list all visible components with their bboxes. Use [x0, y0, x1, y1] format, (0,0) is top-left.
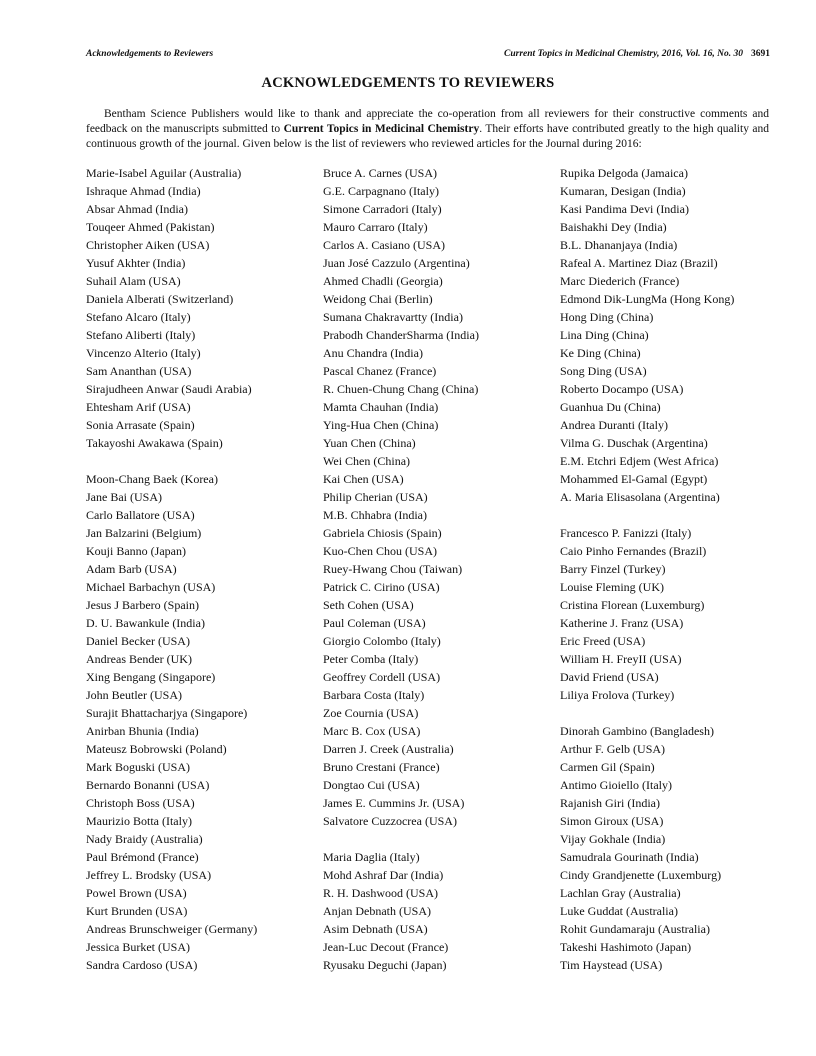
reviewer-name: Barbara Costa (Italy): [323, 688, 425, 702]
reviewer-name: Andrea Duranti (Italy): [560, 418, 668, 432]
reviewer-name: Kumaran, Desigan (India): [560, 184, 686, 198]
header-year: , 2016,: [656, 49, 686, 59]
reviewer-name: Bruce A. Carnes (USA): [323, 166, 437, 180]
reviewer-name: James E. Cummins Jr. (USA): [323, 796, 465, 810]
reviewer-name: B.L. Dhananjaya (India): [560, 238, 678, 252]
reviewer-name: Marc B. Cox (USA): [323, 724, 421, 738]
reviewer-column-2: [323, 164, 558, 974]
reviewer-name: Caio Pinho Fernandes (Brazil): [560, 544, 707, 558]
reviewer-name: Katherine J. Franz (USA): [560, 616, 684, 630]
reviewer-name: Patrick C. Cirino (USA): [323, 580, 440, 594]
reviewer-name: Paul Brémond (France): [86, 850, 199, 864]
reviewer-name: Rafeal A. Martinez Diaz (Brazil): [560, 256, 718, 270]
reviewer-name: Touqeer Ahmed (Pakistan): [86, 220, 215, 234]
reviewer-column-1: [86, 164, 321, 974]
reviewer-name: Antimo Gioiello (Italy): [560, 778, 672, 792]
reviewer-name: Cristina Florean (Luxemburg): [560, 598, 705, 612]
reviewer-name: Stefano Aliberti (Italy): [86, 328, 196, 342]
reviewer-name: Jesus J Barbero (Spain): [86, 598, 199, 612]
reviewer-name: Kouji Banno (Japan): [86, 544, 186, 558]
reviewer-name: Ke Ding (China): [560, 346, 641, 360]
reviewer-name: Bruno Crestani (France): [323, 760, 440, 774]
header-page-number: 3691: [751, 49, 770, 59]
reviewer-name: Baishakhi Dey (India): [560, 220, 667, 234]
reviewer-name: Maurizio Botta (Italy): [86, 814, 192, 828]
reviewer-name: Asim Debnath (USA): [323, 922, 428, 936]
reviewer-name: Cindy Grandjenette (Luxemburg): [560, 868, 722, 882]
reviewer-name: Francesco P. Fanizzi (Italy): [560, 526, 692, 540]
reviewer-name: Kuo-Chen Chou (USA): [323, 544, 437, 558]
reviewer-name: R. H. Dashwood (USA): [323, 886, 438, 900]
reviewer-name: Lina Ding (China): [560, 328, 649, 342]
reviewer-name: Juan José Cazzulo (Argentina): [323, 256, 470, 270]
header-journal-citation: [504, 49, 770, 59]
reviewer-name: Anirban Bhunia (India): [86, 724, 199, 738]
reviewer-name: Stefano Alcaro (Italy): [86, 310, 191, 324]
reviewer-name: Jane Bai (USA): [86, 490, 162, 504]
reviewer-name: Lachlan Gray (Australia): [560, 886, 681, 900]
reviewer-name: M.B. Chhabra (India): [323, 508, 427, 522]
reviewer-name: Xing Bengang (Singapore): [86, 670, 216, 684]
header-volume: Vol. 16, No. 30: [685, 49, 743, 59]
list-spacer: [86, 452, 321, 470]
reviewer-name: Powel Brown (USA): [86, 886, 187, 900]
reviewer-name: Edmond Dik-LungMa (Hong Kong): [560, 292, 735, 306]
reviewer-name: Andreas Brunschweiger (Germany): [86, 922, 258, 936]
reviewer-name: Jan Balzarini (Belgium): [86, 526, 202, 540]
reviewer-name: Roberto Docampo (USA): [560, 382, 684, 396]
intro-text-2: . Their efforts have contributed greatly to the high quality and continuous growth of the journal. Given below is the list of reviewers who reviewed articles for the Journal during 2016:: [86, 123, 769, 150]
reviewer-name: Marie-Isabel Aguilar (Australia): [86, 166, 242, 180]
reviewer-name: Carmen Gil (Spain): [560, 760, 655, 774]
intro-paragraph: [86, 107, 769, 152]
reviewer-name: Pascal Chanez (France): [323, 364, 437, 378]
reviewer-name: Moon-Chang Baek (Korea): [86, 472, 218, 486]
reviewer-name: Dongtao Cui (USA): [323, 778, 420, 792]
reviewer-name: Andreas Bender (UK): [86, 652, 192, 666]
reviewer-name: Jessica Burket (USA): [86, 940, 190, 954]
reviewer-name: Barry Finzel (Turkey): [560, 562, 666, 576]
header-section-title: Acknowledgements to Reviewers: [86, 49, 214, 59]
reviewer-name: E.M. Etchri Edjem (West Africa): [560, 454, 719, 468]
reviewer-name: Rohit Gundamaraju (Australia): [560, 922, 710, 936]
reviewer-name: Guanhua Du (China): [560, 400, 661, 414]
reviewer-name: Kai Chen (USA): [323, 472, 404, 486]
reviewer-name: Takayoshi Awakawa (Spain): [86, 436, 223, 450]
reviewer-name: D. U. Bawankule (India): [86, 616, 205, 630]
reviewer-name: Anu Chandra (India): [323, 346, 423, 360]
reviewer-name: William H. FreyII (USA): [560, 652, 682, 666]
reviewer-name: Christoph Boss (USA): [86, 796, 195, 810]
reviewer-name: Marc Diederich (France): [560, 274, 680, 288]
reviewer-name: Anjan Debnath (USA): [323, 904, 431, 918]
reviewer-name: Liliya Frolova (Turkey): [560, 688, 675, 702]
reviewer-name: Prabodh ChanderSharma (India): [323, 328, 479, 342]
reviewer-name: Weidong Chai (Berlin): [323, 292, 433, 306]
reviewer-name: Arthur F. Gelb (USA): [560, 742, 666, 756]
reviewer-name: Yusuf Akhter (India): [86, 256, 186, 270]
reviewer-name: Christopher Aiken (USA): [86, 238, 210, 252]
reviewer-name: Surajit Bhattacharjya (Singapore): [86, 706, 248, 720]
reviewer-name: Dinorah Gambino (Bangladesh): [560, 724, 714, 738]
reviewer-name: Giorgio Colombo (Italy): [323, 634, 441, 648]
reviewer-name: Sonia Arrasate (Spain): [86, 418, 195, 432]
reviewer-name: Tim Haystead (USA): [560, 958, 663, 972]
reviewer-name: Michael Barbachyn (USA): [86, 580, 216, 594]
reviewer-name: Darren J. Creek (Australia): [323, 742, 454, 756]
running-header: [86, 49, 770, 63]
reviewer-name: Luke Guddat (Australia): [560, 904, 678, 918]
reviewer-name: Jeffrey L. Brodsky (USA): [86, 868, 212, 882]
reviewer-name: Nady Braidy (Australia): [86, 832, 203, 846]
intro-journal-name: Current Topics in Medicinal Chemistry: [283, 123, 480, 135]
reviewer-column-3: [560, 164, 795, 974]
reviewer-name: Ahmed Chadli (Georgia): [323, 274, 443, 288]
reviewer-name: David Friend (USA): [560, 670, 659, 684]
reviewer-name: Absar Ahmad (India): [86, 202, 188, 216]
reviewer-name: Vijay Gokhale (India): [560, 832, 666, 846]
reviewer-name: Jean-Luc Decout (France): [323, 940, 449, 954]
reviewer-name: Louise Fleming (UK): [560, 580, 664, 594]
reviewer-name: Simon Giroux (USA): [560, 814, 664, 828]
reviewer-name: Mohd Ashraf Dar (India): [323, 868, 444, 882]
reviewer-name: Gabriela Chiosis (Spain): [323, 526, 442, 540]
reviewer-name: Mauro Carraro (Italy): [323, 220, 428, 234]
reviewer-name: Philip Cherian (USA): [323, 490, 428, 504]
reviewer-name: Kasi Pandima Devi (India): [560, 202, 689, 216]
reviewer-name: Paul Coleman (USA): [323, 616, 426, 630]
reviewer-name: Sirajudheen Anwar (Saudi Arabia): [86, 382, 252, 396]
reviewer-name: Salvatore Cuzzocrea (USA): [323, 814, 457, 828]
reviewer-name: Vincenzo Alterio (Italy): [86, 346, 201, 360]
reviewer-name: Ying-Hua Chen (China): [323, 418, 439, 432]
reviewer-list: [86, 164, 776, 984]
reviewer-name: Mateusz Bobrowski (Poland): [86, 742, 227, 756]
reviewer-name: Mohammed El-Gamal (Egypt): [560, 472, 708, 486]
reviewer-name: A. Maria Elisasolana (Argentina): [560, 490, 720, 504]
reviewer-name: Geoffrey Cordell (USA): [323, 670, 441, 684]
reviewer-name: Maria Daglia (Italy): [323, 850, 420, 864]
reviewer-name: Peter Comba (Italy): [323, 652, 419, 666]
reviewer-name: Daniela Alberati (Switzerland): [86, 292, 234, 306]
list-spacer: [560, 506, 795, 524]
reviewer-name: John Beutler (USA): [86, 688, 182, 702]
reviewer-name: Ehtesham Arif (USA): [86, 400, 191, 414]
reviewer-name: Samudrala Gourinath (India): [560, 850, 699, 864]
reviewer-name: G.E. Carpagnano (Italy): [323, 184, 439, 198]
list-spacer: [323, 830, 558, 848]
reviewer-name: Takeshi Hashimoto (Japan): [560, 940, 692, 954]
reviewer-name: Carlos A. Casiano (USA): [323, 238, 445, 252]
reviewer-name: Suhail Alam (USA): [86, 274, 181, 288]
reviewer-name: Ruey-Hwang Chou (Taiwan): [323, 562, 463, 576]
reviewer-name: Eric Freed (USA): [560, 634, 646, 648]
reviewer-name: Zoe Cournia (USA): [323, 706, 419, 720]
reviewer-name: Wei Chen (China): [323, 454, 411, 468]
reviewer-name: Kurt Brunden (USA): [86, 904, 188, 918]
reviewer-name: Rupika Delgoda (Jamaica): [560, 166, 688, 180]
reviewer-name: Vilma G. Duschak (Argentina): [560, 436, 708, 450]
reviewer-name: Daniel Becker (USA): [86, 634, 190, 648]
reviewer-name: Seth Cohen (USA): [323, 598, 414, 612]
reviewer-name: Mark Boguski (USA): [86, 760, 190, 774]
reviewer-name: Simone Carradori (Italy): [323, 202, 442, 216]
reviewer-name: Ishraque Ahmad (India): [86, 184, 201, 198]
header-journal-name: Current Topics in Medicinal Chemistry: [504, 49, 657, 59]
page-title: ACKNOWLEDGEMENTS TO REVIEWERS: [261, 75, 555, 91]
list-spacer: [560, 704, 795, 722]
reviewer-name: Hong Ding (China): [560, 310, 654, 324]
reviewer-name: Song Ding (USA): [560, 364, 647, 378]
reviewer-name: Carlo Ballatore (USA): [86, 508, 195, 522]
reviewer-name: Adam Barb (USA): [86, 562, 177, 576]
reviewer-name: Rajanish Giri (India): [560, 796, 660, 810]
reviewer-name: Ryusaku Deguchi (Japan): [323, 958, 447, 972]
reviewer-name: Bernardo Bonanni (USA): [86, 778, 210, 792]
intro-text-1: Bentham Science Publishers would like to thank and appreciate the co-operation from all reviewers for their constructive comments and feedback on the manuscripts submitted to: [86, 108, 769, 135]
reviewer-name: Yuan Chen (China): [323, 436, 416, 450]
reviewer-name: Sumana Chakravartty (India): [323, 310, 463, 324]
reviewer-name: R. Chuen-Chung Chang (China): [323, 382, 479, 396]
reviewer-name: Mamta Chauhan (India): [323, 400, 439, 414]
reviewer-name: Sam Ananthan (USA): [86, 364, 192, 378]
reviewer-name: Sandra Cardoso (USA): [86, 958, 198, 972]
